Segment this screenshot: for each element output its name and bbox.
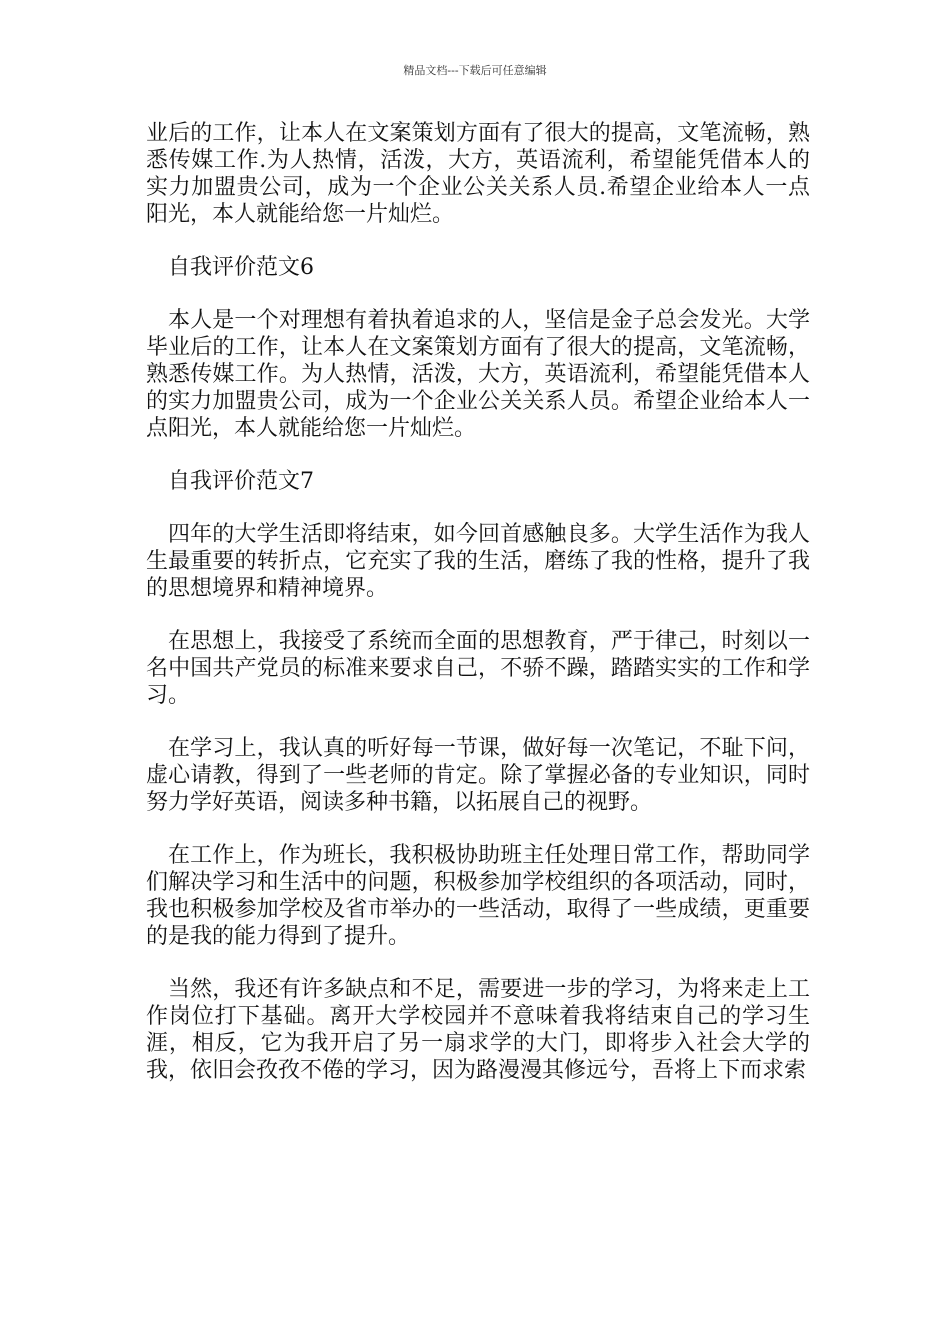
paragraph-study: 在学习上，我认真的听好每一节课，做好每一次笔记，不耻下问，虚心请教，得到了一些老师的肯定。除了掌握必备的专业知识，同时努力学好英语，阅读多种书籍，以拓展自己的视野。 — [146, 736, 810, 815]
section-heading-6: 自我评价范文6 — [168, 255, 314, 280]
section-heading-7: 自我评价范文7 — [168, 469, 314, 494]
document-body — [146, 120, 810, 1110]
paragraph-thought: 在思想上，我接受了系统而全面的思想教育，严于律己，时刻以一名中国共产党员的标准来要求自己，不骄不躁，踏踏实实的工作和学习。 — [146, 629, 810, 708]
paragraph-work: 在工作上，作为班长，我积极协助班主任处理日常工作，帮助同学们解决学习和生活中的问题，积极参加学校组织的各项活动，同时，我也积极参加学校及省市举办的一些活动，取得了一些成绩，更重要的是我的能力得到了提升。 — [146, 843, 810, 949]
paragraph-continuation: 业后的工作，让本人在文案策划方面有了很大的提高，文笔流畅，熟悉传媒工作.为人热情，活泼，大方，英语流利，希望能凭借本人的实力加盟贵公司，成为一个企业公关关系人员.希望企业给本人一点阳光，本人就能给您一片灿烂。 — [146, 121, 810, 227]
paragraph-sample-6: 本人是一个对理想有着执着追求的人，坚信是金子总会发光。大学毕业后的工作，让本人在文案策划方面有了很大的提高，文笔流畅，熟悉传媒工作。为人热情，活泼，大方，英语流利，希望能凭借本人的实力加盟贵公司，成为一个企业公关关系人员。希望企业给本人一点阳光，本人就能给您一片灿烂。 — [146, 308, 810, 441]
paragraph-conclusion: 当然，我还有许多缺点和不足，需要进一步的学习，为将来走上工作岗位打下基础。离开大学校园并不意味着我将结束自己的学习生涯，相反，它为我开启了另一扇求学的大门，即将步入社会大学的我，依旧会孜孜不倦的学习，因为路漫漫其修远兮，吾将上下而求索 — [146, 977, 810, 1083]
page-header: 精品文档---下载后可任意编辑 — [403, 64, 547, 77]
paragraph-intro: 四年的大学生活即将结束，如今回首感触良多。大学生活作为我人生最重要的转折点，它充实了我的生活，磨练了我的性格，提升了我的思想境界和精神境界。 — [146, 522, 810, 601]
